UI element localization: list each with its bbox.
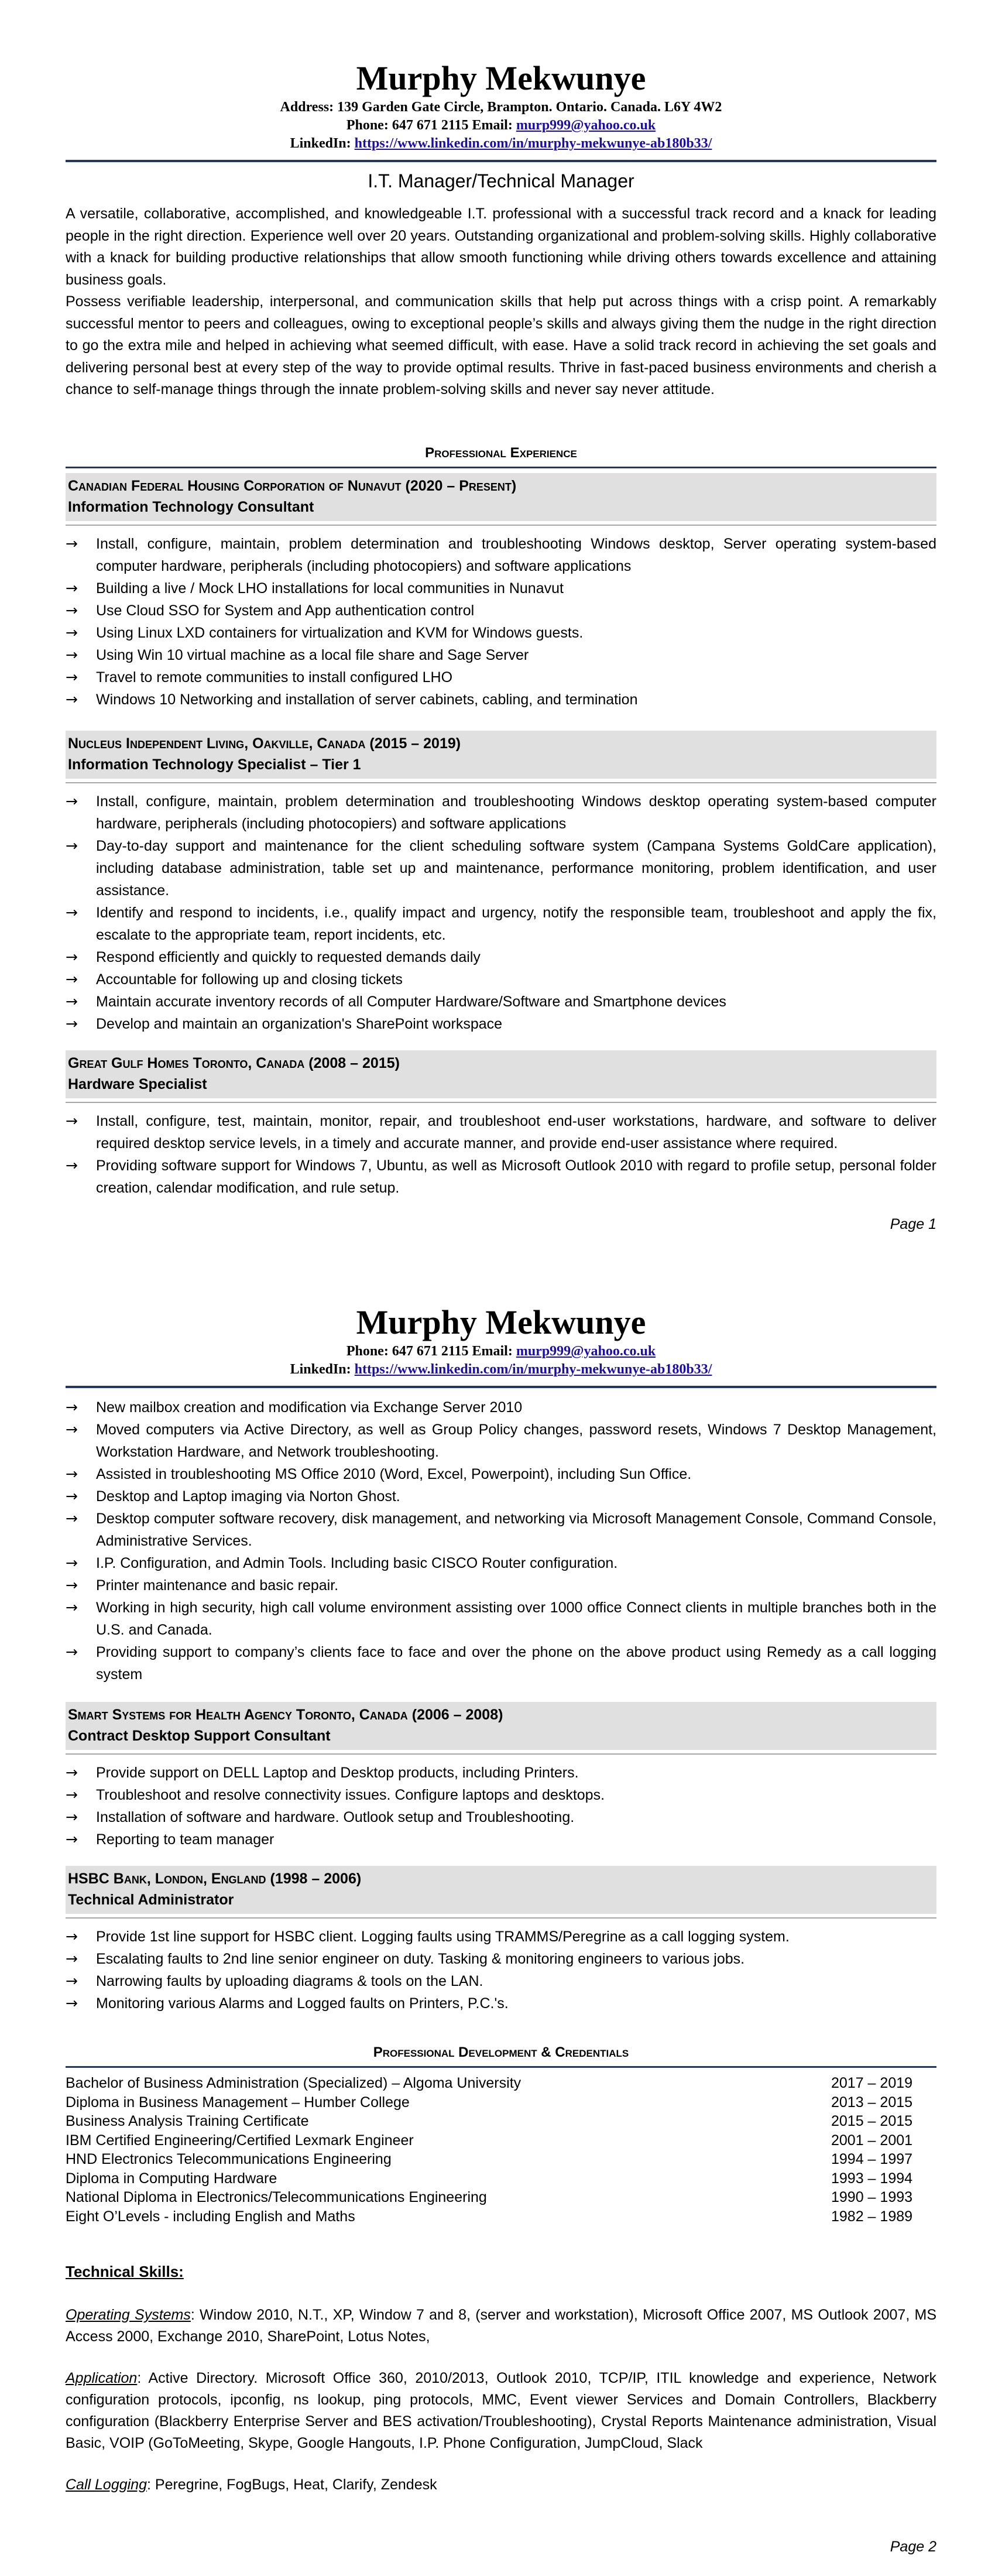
job-bullets: [66, 1926, 936, 2015]
bullet-item: → Develop and maintain an organization's SharePoint workspace: [66, 1013, 936, 1035]
job-title: Technical Administrator: [68, 1892, 234, 1908]
credential-years: 1982 – 1989: [831, 2208, 913, 2225]
continued-bullets: [66, 1396, 936, 1686]
bullet-item: → Travel to remote communities to install configured LHO: [66, 666, 936, 688]
arrow-icon: →: [66, 792, 78, 810]
job-header: [66, 1866, 936, 1914]
job-bullets: [66, 1762, 936, 1851]
arrow-icon: →: [66, 1015, 78, 1032]
skill-label: Call Logging: [66, 2476, 147, 2493]
job-divider: [66, 1917, 936, 1919]
arrow-icon: →: [66, 1465, 78, 1482]
arrow-icon: →: [66, 690, 78, 708]
technical-skills-title: Technical Skills:: [66, 2263, 184, 2280]
credential-name: Diploma in Business Management – Humber College: [66, 2094, 410, 2111]
skill-text: : Active Directory. Microsoft Office 360, 2010/2013, Outlook 2010, TCP/IP, ITIL knowledge and experience, Network configuration protocols, ipconfig, ns lookup, ping protocols, MMC, Event viewer Services and Domain Controllers, Blackberry configuration (Blackberry Enterprise Server and BES activation/Troubleshooting), Crystal Reports Maintenance administration, Visual Basic, VOIP (GoToMeeting, Skype, Google Hangouts, I.P. Phone Configuration, JumpCloud, Slack: [66, 2370, 936, 2451]
job-company: Canadian Federal Housing Corporation of Nunavut (2020 – Present): [68, 477, 517, 494]
bullet-item: → Moved computers via Active Directory, as well as Group Policy changes, password resets, Windows 7 Desktop Management, Workstation Hardware, and Network troubleshooting.: [66, 1419, 936, 1463]
credential-name: Business Analysis Training Certificate: [66, 2113, 309, 2129]
credential-name: IBM Certified Engineering/Certified Lexmark Engineer: [66, 2132, 414, 2149]
job-bullets: [66, 790, 936, 1035]
phone-email-line: [66, 1342, 936, 1361]
phone-label: Phone: 647 671 2115 Email:: [346, 118, 516, 133]
candidate-name: Murphy Mekwunye: [356, 59, 646, 97]
job-header: [66, 1702, 936, 1750]
job-title: Contract Desktop Support Consultant: [68, 1728, 331, 1744]
credential-years: 2017 – 2019: [831, 2075, 913, 2091]
arrow-icon: →: [66, 1643, 78, 1660]
credential-row: [66, 2074, 936, 2093]
page-number: Page 1: [890, 1215, 936, 1232]
bullet-item: → Troubleshoot and resolve connectivity issues. Configure laptops and desktops.: [66, 1784, 936, 1806]
bullet-item: → Desktop computer software recovery, disk management, and networking via Microsoft Management Console, Command Console, Administrative Services.: [66, 1508, 936, 1552]
email-link[interactable]: murp999@yahoo.co.uk: [516, 1344, 656, 1359]
role-title: I.T. Manager/Technical Manager: [368, 170, 634, 191]
bullet-item: → Narrowing faults by uploading diagrams & tools on the LAN.: [66, 1970, 936, 1992]
resume-page-1: [66, 59, 936, 1234]
credential-name: Diploma in Computing Hardware: [66, 2170, 277, 2187]
arrow-icon: →: [66, 948, 78, 965]
job-company: Smart Systems for Health Agency Toronto, Canada (2006 – 2008): [68, 1707, 503, 1723]
arrow-icon: →: [66, 1786, 78, 1803]
address-line: Address: 139 Garden Gate Circle, Brampton. Ontario. Canada. L6Y 4W2: [280, 100, 722, 115]
bullet-item: → New mailbox creation and modification via Exchange Server 2010: [66, 1396, 936, 1419]
section-divider: [66, 2066, 936, 2068]
linkedin-label: LinkedIn:: [290, 1362, 355, 1377]
bullet-item: → Desktop and Laptop imaging via Norton Ghost.: [66, 1485, 936, 1508]
job-divider: [66, 525, 936, 526]
skill-operating-systems: [66, 2304, 936, 2348]
arrow-icon: →: [66, 535, 78, 552]
linkedin-line: [66, 1361, 936, 1379]
arrow-icon: →: [66, 1995, 78, 2012]
arrow-icon: →: [66, 1599, 78, 1616]
bullet-item: → Using Linux LXD containers for virtualization and KVM for Windows guests.: [66, 622, 936, 644]
credential-years: 1990 – 1993: [831, 2189, 913, 2205]
section-title-credentials: Professional Development & Credentials: [373, 2044, 629, 2060]
job-company: HSBC Bank, London, England (1998 – 2006): [68, 1871, 362, 1887]
arrow-icon: →: [66, 1972, 78, 1989]
bullet-item: → Accountable for following up and closing tickets: [66, 968, 936, 991]
job-company: Nucleus Independent Living, Oakville, Canada (2015 – 2019): [68, 735, 461, 752]
bullet-item: → Day-to-day support and maintenance for the client scheduling software system (Campana Systems GoldCare application), including database administration, table set up and maintenance, performance monitoring, problem identification, and user assistance.: [66, 835, 936, 902]
bullet-item: → Install, configure, maintain, problem determination and troubleshooting Windows desktop operating system-based computer hardware, peripherals (including photocopiers) and software applications: [66, 790, 936, 835]
arrow-icon: →: [66, 1510, 78, 1527]
email-link[interactable]: murp999@yahoo.co.uk: [516, 118, 656, 133]
skill-text: : Peregrine, FogBugs, Heat, Clarify, Zendesk: [147, 2476, 437, 2493]
bullet-item: → I.P. Configuration, and Admin Tools. Including basic CISCO Router configuration.: [66, 1552, 936, 1574]
arrow-icon: →: [66, 1156, 78, 1174]
phone-email-line: [66, 117, 936, 135]
credential-years: 2015 – 2015: [831, 2113, 913, 2129]
job-header: [66, 731, 936, 779]
arrow-icon: →: [66, 1399, 78, 1416]
arrow-icon: →: [66, 903, 78, 921]
summary-paragraph: A versatile, collaborative, accomplished, and knowledgeable I.T. professional with a successful track record and a knack for leading people in the right direction. Experience well over 20 years. Outstanding organizational and problem-solving skills. Highly collaborative with a knack for building productive relationships that allow smooth functioning while driving others towards excellence and attaining business goals.: [66, 205, 936, 288]
bullet-item: → Install, configure, maintain, problem determination and troubleshooting Windows desktop, Server operating system-based computer hardware, peripherals (including photocopiers) and software applications: [66, 533, 936, 577]
skill-label: Operating Systems: [66, 2307, 191, 2323]
header-divider: [66, 160, 936, 162]
job-divider: [66, 1753, 936, 1755]
credentials-list: [66, 2074, 936, 2226]
bullet-item: → Provide 1st line support for HSBC client. Logging faults using TRAMMS/Peregrine as a call logging system.: [66, 1926, 936, 1948]
bullet-item: → Reporting to team manager: [66, 1828, 936, 1851]
arrow-icon: →: [66, 992, 78, 1010]
bullet-item: → Windows 10 Networking and installation of server cabinets, cabling, and termination: [66, 688, 936, 711]
credential-name: Bachelor of Business Administration (Specialized) – Algoma University: [66, 2075, 521, 2091]
job-title: Information Technology Consultant: [68, 498, 314, 515]
bullet-item: → Working in high security, high call volume environment assisting over 1000 office Connect clients in multiple branches both in the U.S. and Canada.: [66, 1597, 936, 1641]
arrow-icon: →: [66, 1112, 78, 1129]
arrow-icon: →: [66, 668, 78, 686]
linkedin-line: [66, 135, 936, 153]
skill-call-logging: [66, 2474, 936, 2496]
arrow-icon: →: [66, 646, 78, 663]
arrow-icon: →: [66, 1831, 78, 1848]
bullet-item: → Monitoring various Alarms and Logged faults on Printers, P.C.'s.: [66, 1992, 936, 2015]
skill-application: [66, 2368, 936, 2454]
section-divider: [66, 467, 936, 468]
credential-name: National Diploma in Electronics/Telecommunications Engineering: [66, 2189, 487, 2205]
skill-text: : Window 2010, N.T., XP, Window 7 and 8, (server and workstation), Microsoft Office 2007, MS Outlook 2007, MS Access 2000, Exchange 2010, SharePoint, Lotus Notes,: [66, 2307, 936, 2345]
bullet-item: → Identify and respond to incidents, i.e., qualify impact and urgency, notify the responsible team, troubleshoot and apply the fix, escalate to the appropriate team, report incidents, etc.: [66, 902, 936, 946]
job-divider: [66, 1102, 936, 1103]
page-number: Page 2: [890, 2539, 936, 2555]
credential-row: [66, 2131, 936, 2150]
bullet-item: → Providing support to company’s clients face to face and over the phone on the above product using Remedy as a call logging system: [66, 1641, 936, 1686]
section-title-experience: Professional Experience: [425, 444, 577, 461]
bullet-item: → Install, configure, test, maintain, monitor, repair, and troubleshoot end-user workstations, hardware, and software to deliver required desktop service levels, in a timely and accurate manner, and provide end-user assistance where required.: [66, 1110, 936, 1155]
job-company: Great Gulf Homes Toronto, Canada (2008 – 2015): [68, 1054, 400, 1071]
credential-row: [66, 2150, 936, 2169]
arrow-icon: →: [66, 1928, 78, 1945]
credential-years: 2001 – 2001: [831, 2132, 913, 2149]
job-header: [66, 1050, 936, 1098]
job-title: Hardware Specialist: [68, 1075, 207, 1092]
arrow-icon: →: [66, 579, 78, 597]
arrow-icon: →: [66, 837, 78, 854]
bullet-item: → Maintain accurate inventory records of all Computer Hardware/Software and Smartphone devices: [66, 991, 936, 1013]
bullet-item: → Escalating faults to 2nd line senior engineer on duty. Tasking & monitoring engineers to various jobs.: [66, 1948, 936, 1970]
job-header: [66, 473, 936, 521]
arrow-icon: →: [66, 1577, 78, 1594]
credential-name: HND Electronics Telecommunications Engineering: [66, 2151, 392, 2167]
arrow-icon: →: [66, 601, 78, 619]
candidate-name: Murphy Mekwunye: [356, 1303, 646, 1341]
arrow-icon: →: [66, 1764, 78, 1781]
arrow-icon: →: [66, 1808, 78, 1825]
header-divider: [66, 1386, 936, 1388]
arrow-icon: →: [66, 1950, 78, 1967]
bullet-item: → Printer maintenance and basic repair.: [66, 1574, 936, 1597]
credential-row: [66, 2207, 936, 2226]
arrow-icon: →: [66, 624, 78, 641]
linkedin-label: LinkedIn:: [290, 136, 355, 151]
credential-row: [66, 2169, 936, 2188]
linkedin-link[interactable]: https://www.linkedin.com/in/murphy-mekwunye-ab180b33/: [354, 136, 712, 151]
skill-label: Application: [66, 2370, 138, 2386]
arrow-icon: →: [66, 1488, 78, 1505]
credential-years: 2013 – 2015: [831, 2094, 913, 2111]
credential-years: 1994 – 1997: [831, 2151, 913, 2167]
phone-label: Phone: 647 671 2115 Email:: [346, 1344, 516, 1359]
summary-paragraph: Possess verifiable leadership, interpersonal, and communication skills that help put across things with a crisp point. A remarkably successful mentor to peers and colleagues, owing to exceptional people’s skills and always giving them the nudge in the right direction to go the extra mile and helped in achieving what seemed difficult, with ease. Have a solid track record in achieving the set goals and delivering personal best at every step of the way to provide optimal results. Thrive in fast-paced business environments and cherish a chance to self-manage things through the innate problem-solving skills and never say never attitude.: [66, 293, 936, 398]
arrow-icon: →: [66, 1554, 78, 1571]
bullet-item: → Using Win 10 virtual machine as a local file share and Sage Server: [66, 644, 936, 666]
bullet-item: → Provide support on DELL Laptop and Desktop products, including Printers.: [66, 1762, 936, 1784]
job-title: Information Technology Specialist – Tier 1: [68, 756, 361, 773]
credential-name: Eight O’Levels - including English and Maths: [66, 2208, 355, 2225]
credential-row: [66, 2093, 936, 2112]
bullet-item: → Installation of software and hardware. Outlook setup and Troubleshooting.: [66, 1806, 936, 1828]
linkedin-link[interactable]: https://www.linkedin.com/in/murphy-mekwunye-ab180b33/: [354, 1362, 712, 1377]
job-divider: [66, 782, 936, 783]
bullet-item: → Assisted in troubleshooting MS Office 2010 (Word, Excel, Powerpoint), including Sun Office.: [66, 1463, 936, 1485]
job-bullets: [66, 533, 936, 711]
arrow-icon: →: [66, 970, 78, 988]
job-bullets: [66, 1110, 936, 1199]
bullet-item: → Use Cloud SSO for System and App authentication control: [66, 600, 936, 622]
credential-years: 1993 – 1994: [831, 2170, 913, 2187]
arrow-icon: →: [66, 1421, 78, 1438]
credential-row: [66, 2188, 936, 2207]
bullet-item: → Providing software support for Windows 7, Ubuntu, as well as Microsoft Outlook 2010 with regard to profile setup, personal folder creation, calendar modification, and rule setup.: [66, 1155, 936, 1199]
bullet-item: → Respond efficiently and quickly to requested demands daily: [66, 946, 936, 968]
resume-page-2: [66, 1303, 936, 2557]
bullet-item: → Building a live / Mock LHO installations for local communities in Nunavut: [66, 577, 936, 600]
credential-row: [66, 2112, 936, 2131]
